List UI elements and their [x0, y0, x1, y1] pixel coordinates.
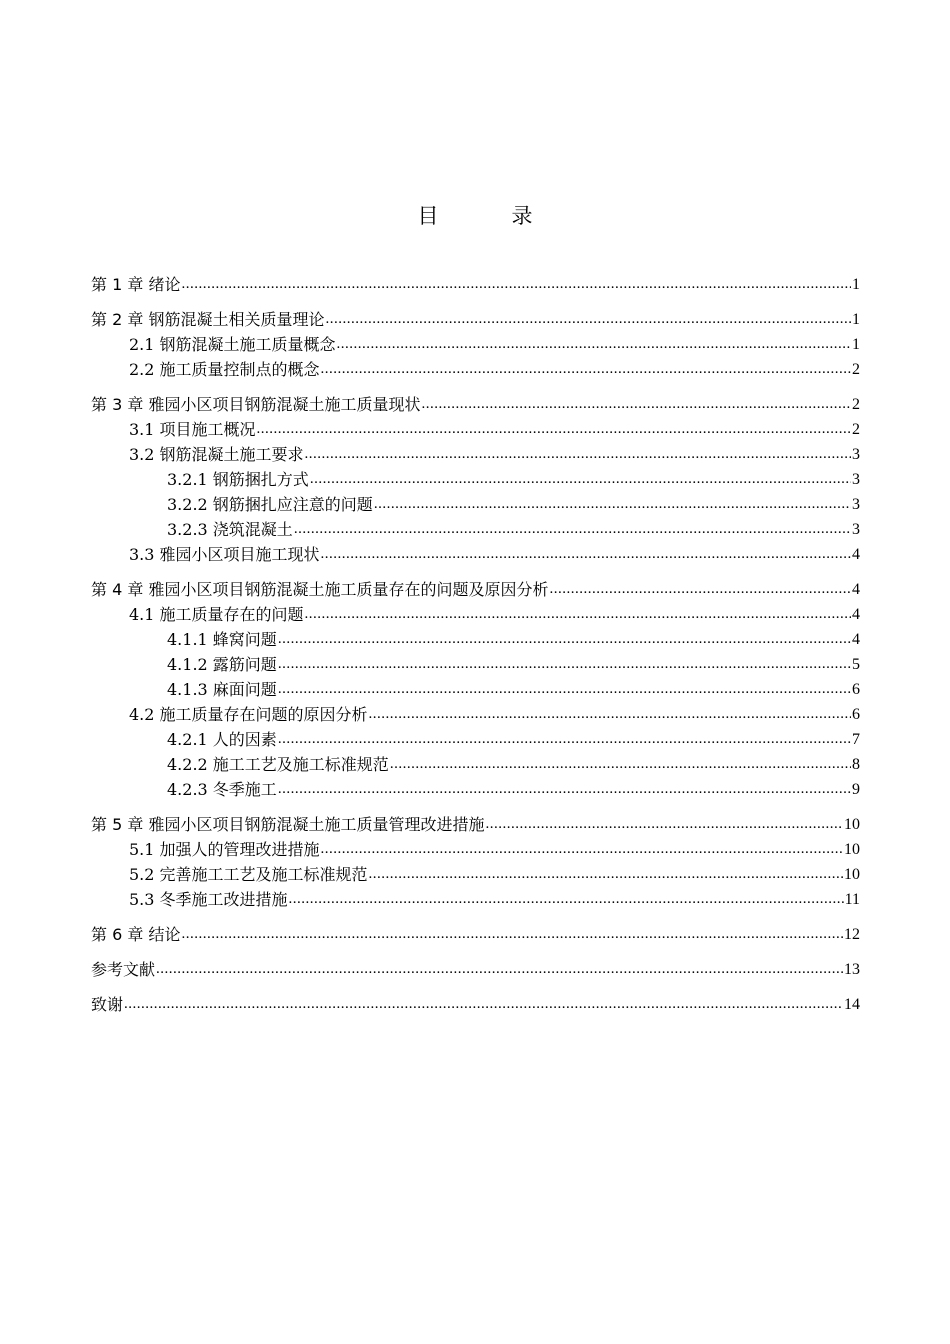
toc-entry-title: 4.1.1 蜂窝问题 — [167, 630, 277, 649]
toc-page-number: 2 — [852, 396, 860, 413]
toc-entry-title: 2.1 钢筋混凝土施工质量概念 — [129, 335, 336, 354]
toc-title: 目 录 — [417, 204, 559, 228]
toc-entry-title: 第 2 章 钢筋混凝土相关质量理论 — [91, 310, 325, 329]
toc-chapter-entry[interactable] — [91, 272, 860, 297]
toc-list — [91, 272, 860, 1017]
toc-dot-leader — [294, 517, 851, 542]
toc-page-number: 10 — [844, 841, 860, 858]
toc-subsection-entry[interactable] — [91, 727, 860, 752]
toc-entry-title: 5.2 完善施工工艺及施工标准规范 — [129, 865, 368, 884]
toc-entry-title: 4.2.3 冬季施工 — [167, 780, 277, 799]
toc-entry-title: 4.2.1 人的因素 — [167, 730, 277, 749]
toc-page-number: 7 — [852, 731, 860, 748]
toc-dot-leader — [156, 957, 843, 982]
toc-page-number: 11 — [844, 891, 860, 908]
toc-page-number: 14 — [844, 996, 860, 1013]
toc-section-entry[interactable] — [91, 542, 860, 567]
toc-page-number: 3 — [852, 496, 860, 513]
toc-chapter-entry[interactable] — [91, 812, 860, 837]
toc-section-entry[interactable] — [91, 887, 860, 912]
toc-dot-leader — [278, 627, 851, 652]
toc-page-number: 4 — [852, 581, 860, 598]
toc-entry-title: 4.1.3 麻面问题 — [167, 680, 277, 699]
toc-subsection-entry[interactable] — [91, 752, 860, 777]
toc-entry-title: 5.3 冬季施工改进措施 — [129, 890, 288, 909]
toc-dot-leader — [369, 702, 851, 727]
toc-dot-leader — [181, 272, 851, 297]
toc-entry-title: 第 3 章 雅园小区项目钢筋混凝土施工质量现状 — [91, 395, 421, 414]
toc-entry-title: 参考文献 — [91, 960, 156, 979]
toc-entry-title: 4.2.2 施工工艺及施工标准规范 — [167, 755, 389, 774]
toc-page-number: 13 — [844, 961, 860, 978]
toc-subsection-entry[interactable] — [91, 677, 860, 702]
toc-section-entry[interactable] — [91, 417, 860, 442]
toc-chapter-entry[interactable] — [91, 307, 860, 332]
toc-entry-title: 4.2 施工质量存在问题的原因分析 — [129, 705, 368, 724]
toc-page-number: 1 — [852, 276, 860, 293]
toc-section-entry[interactable] — [91, 862, 860, 887]
toc-dot-leader — [278, 677, 851, 702]
toc-page-number: 4 — [852, 546, 860, 563]
toc-section-entry[interactable] — [91, 442, 860, 467]
toc-entry-title: 3.1 项目施工概况 — [129, 420, 256, 439]
toc-page-number: 4 — [852, 606, 860, 623]
toc-entry-title: 3.3 雅园小区项目施工现状 — [129, 545, 320, 564]
toc-entry-title: 第 6 章 结论 — [91, 925, 181, 944]
toc-section-entry[interactable] — [91, 837, 860, 862]
toc-entry-title: 4.1 施工质量存在的问题 — [129, 605, 304, 624]
toc-section-entry[interactable] — [91, 702, 860, 727]
toc-dot-leader — [369, 862, 843, 887]
toc-entry-title: 第 1 章 绪论 — [91, 275, 181, 294]
toc-page-number: 2 — [852, 361, 860, 378]
toc-chapter-entry[interactable] — [91, 957, 860, 982]
toc-subsection-entry[interactable] — [91, 652, 860, 677]
toc-page-number: 1 — [852, 311, 860, 328]
toc-page-number: 2 — [852, 421, 860, 438]
toc-page-number: 8 — [852, 756, 860, 773]
toc-entry-title: 5.1 加强人的管理改进措施 — [129, 840, 320, 859]
toc-page-number: 6 — [852, 706, 860, 723]
toc-dot-leader — [485, 812, 843, 837]
toc-dot-leader — [390, 752, 851, 777]
toc-page-number: 4 — [852, 631, 860, 648]
toc-page-number: 12 — [844, 926, 860, 943]
toc-entry-title: 2.2 施工质量控制点的概念 — [129, 360, 320, 379]
toc-dot-leader — [289, 887, 844, 912]
toc-dot-leader — [278, 727, 851, 752]
toc-subsection-entry[interactable] — [91, 627, 860, 652]
toc-entry-title: 第 4 章 雅园小区项目钢筋混凝土施工质量存在的问题及原因分析 — [91, 580, 549, 599]
toc-entry-title: 3.2.1 钢筋捆扎方式 — [167, 470, 309, 489]
toc-entry-title: 4.1.2 露筋问题 — [167, 655, 277, 674]
toc-dot-leader — [278, 777, 851, 802]
toc-chapter-entry[interactable] — [91, 577, 860, 602]
toc-subsection-entry[interactable] — [91, 492, 860, 517]
toc-dot-leader — [124, 992, 843, 1017]
toc-page-number: 10 — [844, 816, 860, 833]
toc-dot-leader — [310, 467, 851, 492]
toc-page-number: 1 — [852, 336, 860, 353]
toc-entry-title: 致谢 — [91, 995, 124, 1014]
toc-page-number: 3 — [852, 521, 860, 538]
toc-page-number: 10 — [844, 866, 860, 883]
toc-dot-leader — [305, 442, 851, 467]
toc-subsection-entry[interactable] — [91, 777, 860, 802]
toc-page-number: 9 — [852, 781, 860, 798]
toc-section-entry[interactable] — [91, 357, 860, 382]
toc-chapter-entry[interactable] — [91, 392, 860, 417]
toc-subsection-entry[interactable] — [91, 467, 860, 492]
toc-section-entry[interactable] — [91, 602, 860, 627]
toc-page-number: 3 — [852, 471, 860, 488]
toc-chapter-entry[interactable] — [91, 992, 860, 1017]
toc-entry-title: 3.2.2 钢筋捆扎应注意的问题 — [167, 495, 373, 514]
toc-dot-leader — [278, 652, 851, 677]
toc-dot-leader — [257, 417, 851, 442]
toc-subsection-entry[interactable] — [91, 517, 860, 542]
toc-entry-title: 3.2.3 浇筑混凝土 — [167, 520, 293, 539]
toc-dot-leader — [325, 307, 851, 332]
toc-dot-leader — [421, 392, 851, 417]
toc-dot-leader — [321, 542, 851, 567]
toc-dot-leader — [337, 332, 851, 357]
toc-page-number: 6 — [852, 681, 860, 698]
toc-dot-leader — [549, 577, 851, 602]
toc-dot-leader — [321, 837, 843, 862]
toc-entry-title: 第 5 章 雅园小区项目钢筋混凝土施工质量管理改进措施 — [91, 815, 485, 834]
toc-dot-leader — [321, 357, 851, 382]
toc-dot-leader — [305, 602, 851, 627]
toc-dot-leader — [374, 492, 851, 517]
toc-page-number: 3 — [852, 446, 860, 463]
toc-section-entry[interactable] — [91, 332, 860, 357]
toc-page-number: 5 — [852, 656, 860, 673]
toc-dot-leader — [181, 922, 843, 947]
toc-chapter-entry[interactable] — [91, 922, 860, 947]
toc-entry-title: 3.2 钢筋混凝土施工要求 — [129, 445, 304, 464]
